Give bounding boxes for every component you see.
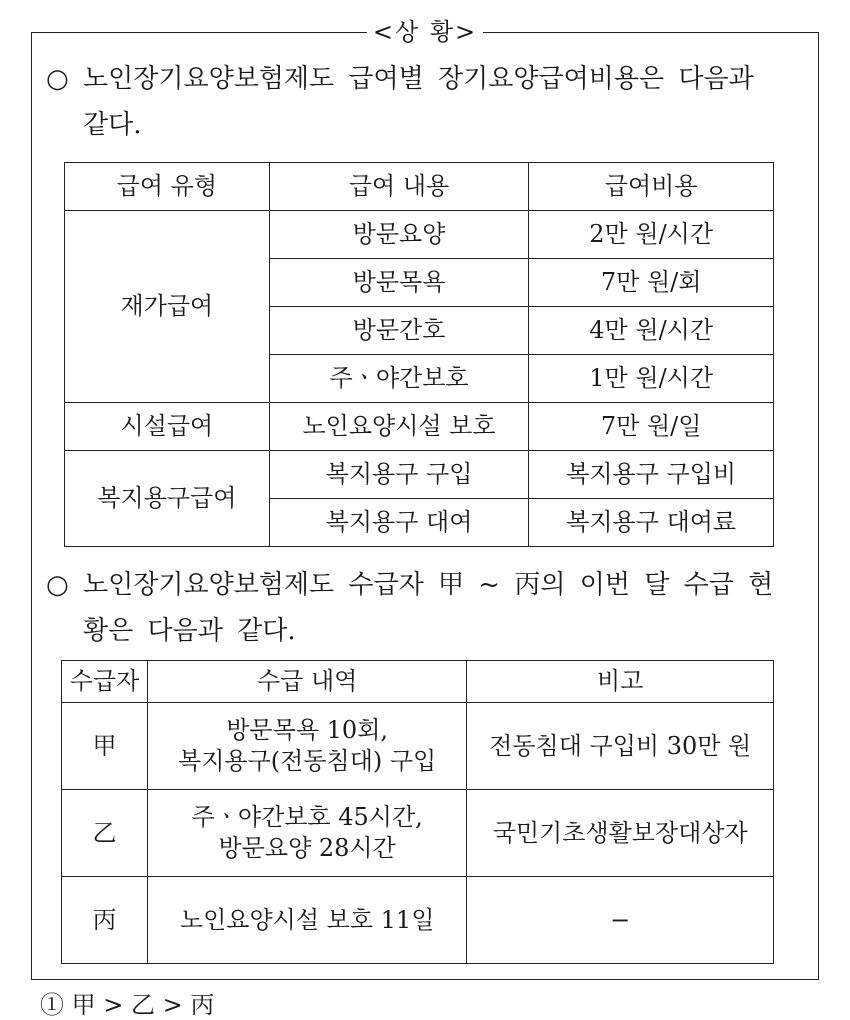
header-receipt-details: 수급 내역 [147,661,467,703]
cell-cost: 복지용구 대여료 [529,499,774,547]
paragraph-2 [46,562,786,654]
recipient-eul: 乙 [62,790,148,877]
paragraph-1-text: 노인장기요양보험제도 급여별 장기요양급여비용은 다음과 같다. [83,64,754,140]
cell-cost: 복지용구 구입비 [529,451,774,499]
group-welfare-equipment: 복지용구급여 [65,451,270,547]
header-remarks: 비고 [467,661,774,703]
cell-cost: 2만 원/시간 [529,211,774,259]
cell-content: 복지용구 대여 [269,499,529,547]
paragraph-2-text: 노인장기요양보험제도 수급자 甲 ~ 丙의 이번 달 수급 현황은 다음과 같다. [83,570,774,646]
remark: 국민기초생활보장대상자 [467,790,774,877]
cell-content: 방문목욕 [269,259,529,307]
circle-bullet-icon: ○ [46,570,69,600]
receipt-details [147,703,467,790]
remark: 전동침대 구입비 30만 원 [467,703,774,790]
header-recipient: 수급자 [62,661,148,703]
table-row [65,403,774,451]
cell-cost: 7만 원/회 [529,259,774,307]
remark: − [467,877,774,964]
circle-bullet-icon: ○ [46,64,69,94]
table-row [65,211,774,259]
benefit-cost-table [64,162,774,547]
cell-content: 노인요양시설 보호 [269,403,529,451]
receipt-line: 노인요양시설 보호 11일 [179,905,435,934]
table-row [62,877,774,964]
recipient-status-table [61,660,774,964]
group-home-care: 재가급여 [65,211,270,403]
table-row [62,703,774,790]
cell-content: 방문요양 [269,211,529,259]
cell-content: 방문간호 [269,307,529,355]
cell-content: 주ㆍ야간보호 [269,355,529,403]
header-benefit-type: 급여 유형 [65,163,270,211]
cell-cost: 7만 원/일 [529,403,774,451]
cell-cost: 1만 원/시간 [529,355,774,403]
cell-cost: 4만 원/시간 [529,307,774,355]
answer-choice-1: ① 甲 > 乙 > 丙 [40,991,215,1019]
cell-content: 복지용구 구입 [269,451,529,499]
header-benefit-content: 급여 내용 [269,163,529,211]
header-benefit-cost: 급여비용 [529,163,774,211]
recipient-gap: 甲 [62,703,148,790]
table-row [62,790,774,877]
receipt-details [147,790,467,877]
receipt-line: 방문요양 28시간 [218,834,396,862]
group-facility: 시설급여 [65,403,270,451]
receipt-line: 방문목욕 10회, [226,716,389,744]
receipt-line: 복지용구(전동침대) 구입 [178,747,437,775]
receipt-details [147,877,467,964]
box-title: <상 황> [367,15,483,49]
paragraph-1 [46,56,786,148]
recipient-byeong: 丙 [62,877,148,964]
receipt-line: 주ㆍ야간보호 45시간, [191,803,423,831]
table-row [65,451,774,499]
